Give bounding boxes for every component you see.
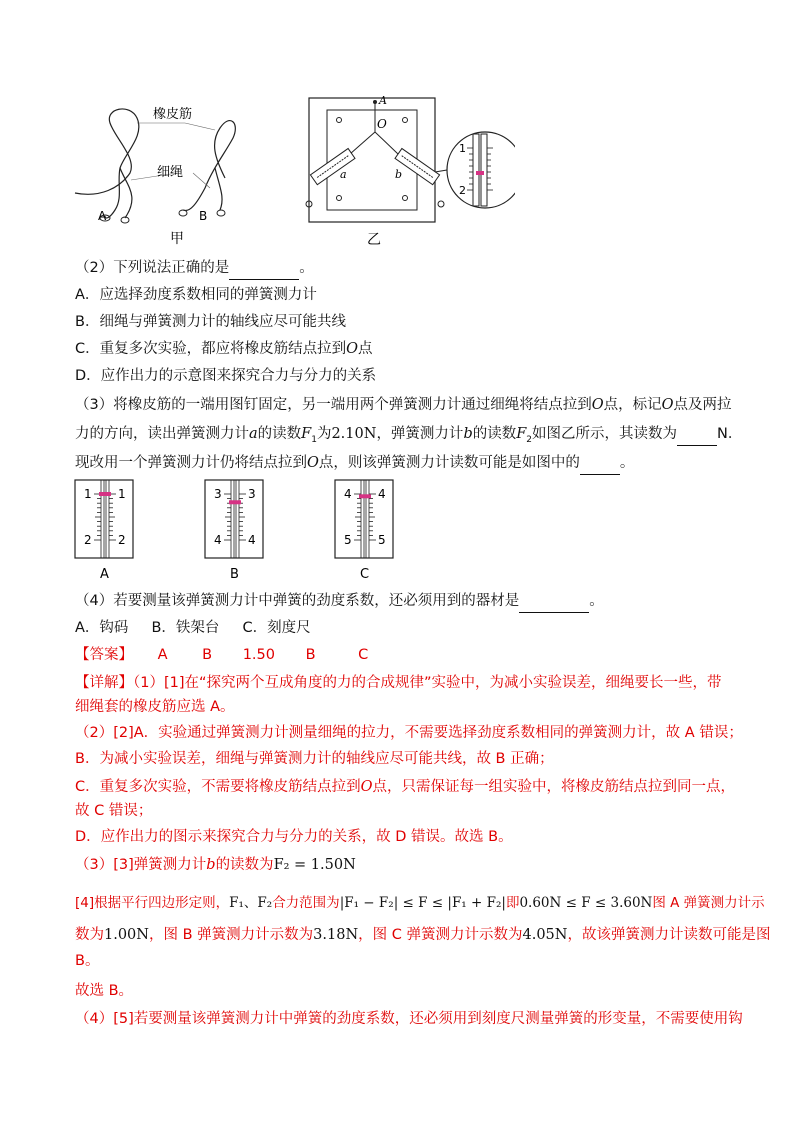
detail-p5: D．应作出力的图示来探究合力与分力的关系，故 D 错误。故选 B。 bbox=[75, 829, 513, 845]
q2-option-c: C．重复多次实验，都应将橡皮筋结点拉到O点 bbox=[75, 341, 373, 357]
label-rubber-band: 橡皮筋 bbox=[153, 107, 193, 122]
caption-yi: 乙 bbox=[367, 232, 381, 248]
gauge-bottom-label-left: 4 bbox=[214, 533, 222, 547]
q2-stem: （2）下列说法正确的是 。 bbox=[75, 257, 735, 280]
gauge-top-label-left: 3 bbox=[214, 487, 222, 501]
label-b: B bbox=[199, 209, 208, 223]
gauge-top-label-right: 3 bbox=[248, 487, 256, 501]
gauge-pointer bbox=[229, 500, 241, 504]
figure-jia bbox=[65, 98, 265, 248]
detail-p6: （3）[3]弹簧测力计b的读数为F₂ = 1.50N bbox=[75, 857, 356, 873]
detail-p11: （4）[5]若要测量该弹簧测力计中弹簧的劲度系数，还必须用到刻度尺测量弹簧的形变量，不需要使用钩 bbox=[75, 1011, 743, 1027]
gauge-figures bbox=[70, 478, 410, 588]
detail-p3: B．为减小实验误差，细绳与弹簧测力计的轴线应尽可能共线，故 B 正确； bbox=[75, 751, 554, 767]
q2-option-d: D．应作出力的示意图来探究合力与分力的关系 bbox=[75, 368, 377, 384]
gauge-rod bbox=[101, 480, 104, 558]
gauge-caption: B bbox=[230, 567, 239, 582]
gauge-bottom-label-right: 4 bbox=[248, 533, 256, 547]
answer-line: 【答案】 A B 1.50 B C bbox=[75, 647, 369, 663]
mag-label-bottom: 2 bbox=[459, 184, 466, 197]
mag-label-top: 1 bbox=[459, 142, 466, 155]
detail-p10: 故选 B。 bbox=[75, 983, 134, 999]
gauge-bottom-label-right: 5 bbox=[378, 533, 386, 547]
gauge-rod bbox=[361, 480, 364, 558]
detail-p4: C．重复多次实验，不需要将橡皮筋结点拉到O点，只需保证每一组实验中，将橡皮筋结点拉到同一点， bbox=[75, 779, 736, 795]
label-yi-a: A bbox=[379, 94, 387, 107]
gauge-rod bbox=[106, 480, 109, 558]
detail-p7: [4]根据平行四边形定则，F₁、F₂合力范围为|F₁ − F₂| ≤ F ≤ |F₁ + F₂|即0.60N ≤ F ≤ 3.60N图 A 弹簧测力计示 bbox=[75, 895, 765, 911]
detail-p2: （2）[2]A．实验通过弹簧测力计测量细绳的拉力，不需要选择劲度系数相同的弹簧测力计，故 A 错误； bbox=[75, 725, 743, 741]
q3-line-1: （3）将橡皮筋的一端用图钉固定，另一端用两个弹簧测力计通过细绳将结点拉到O点，标记O点及两拉 bbox=[75, 397, 732, 413]
gauge-bottom-label-left: 5 bbox=[344, 533, 352, 547]
detail-p4c: 故 C 错误； bbox=[75, 803, 153, 819]
q3-line-3: 现改用一个弹簧测力计仍将结点拉到O点，则该弹簧测力计读数可能是如图中的 。 bbox=[75, 452, 735, 475]
detail-p8: 数为1.00N，图 B 弹簧测力计示数为3.18N，图 C 弹簧测力计示数为4.05N，故该弹簧测力计读数可能是图 bbox=[75, 927, 771, 943]
detail-p9: B。 bbox=[75, 953, 100, 969]
gauge-top-label-left: 4 bbox=[344, 487, 352, 501]
gauge-pointer bbox=[99, 492, 111, 496]
label-a: A bbox=[98, 209, 107, 223]
gauge-top-label-right: 4 bbox=[378, 487, 386, 501]
detail-p1: 【详解】（1）[1]在“探究两个互成角度的力的合成规律”实验中，为减小实验误差，细绳要长一些，带 bbox=[75, 675, 722, 691]
q4-stem: （4）若要测量该弹簧测力计中弹簧的劲度系数，还必须用到的器材是 。 bbox=[75, 590, 735, 613]
label-yi-o: O bbox=[377, 117, 387, 131]
q4-options: A．钩码 B．铁架台 C．刻度尺 bbox=[75, 620, 311, 636]
gauge-top-label-left: 1 bbox=[84, 487, 92, 501]
gauge-rod bbox=[231, 480, 234, 558]
q2-option-b: B．细绳与弹簧测力计的轴线应尽可能共线 bbox=[75, 314, 346, 330]
gauge-rod bbox=[366, 480, 369, 558]
detail-p1b: 细绳套的橡皮筋应选 A。 bbox=[75, 699, 235, 715]
gauge-pointer bbox=[359, 494, 371, 498]
label-rope: 细绳 bbox=[157, 165, 184, 180]
q2-option-a: A．应选择劲度系数相同的弹簧测力计 bbox=[75, 287, 317, 303]
gauge-top-label-right: 1 bbox=[118, 487, 126, 501]
figure-yi bbox=[295, 92, 515, 252]
q3-line-2: 力的方向，读出弹簧测力计a的读数$F_1$为2.10N，弹簧测力计b的读数$F_2$如图乙所示，其读数为 N． bbox=[75, 423, 735, 451]
label-yi-small-a: a bbox=[340, 168, 347, 181]
caption-jia: 甲 bbox=[170, 231, 184, 247]
gauge-bottom-label-left: 2 bbox=[84, 533, 92, 547]
gauge-caption: A bbox=[100, 567, 109, 582]
label-yi-small-b: b bbox=[395, 168, 403, 181]
gauge-rod bbox=[236, 480, 239, 558]
gauge-caption: C bbox=[360, 567, 370, 582]
gauge-bottom-label-right: 2 bbox=[118, 533, 126, 547]
